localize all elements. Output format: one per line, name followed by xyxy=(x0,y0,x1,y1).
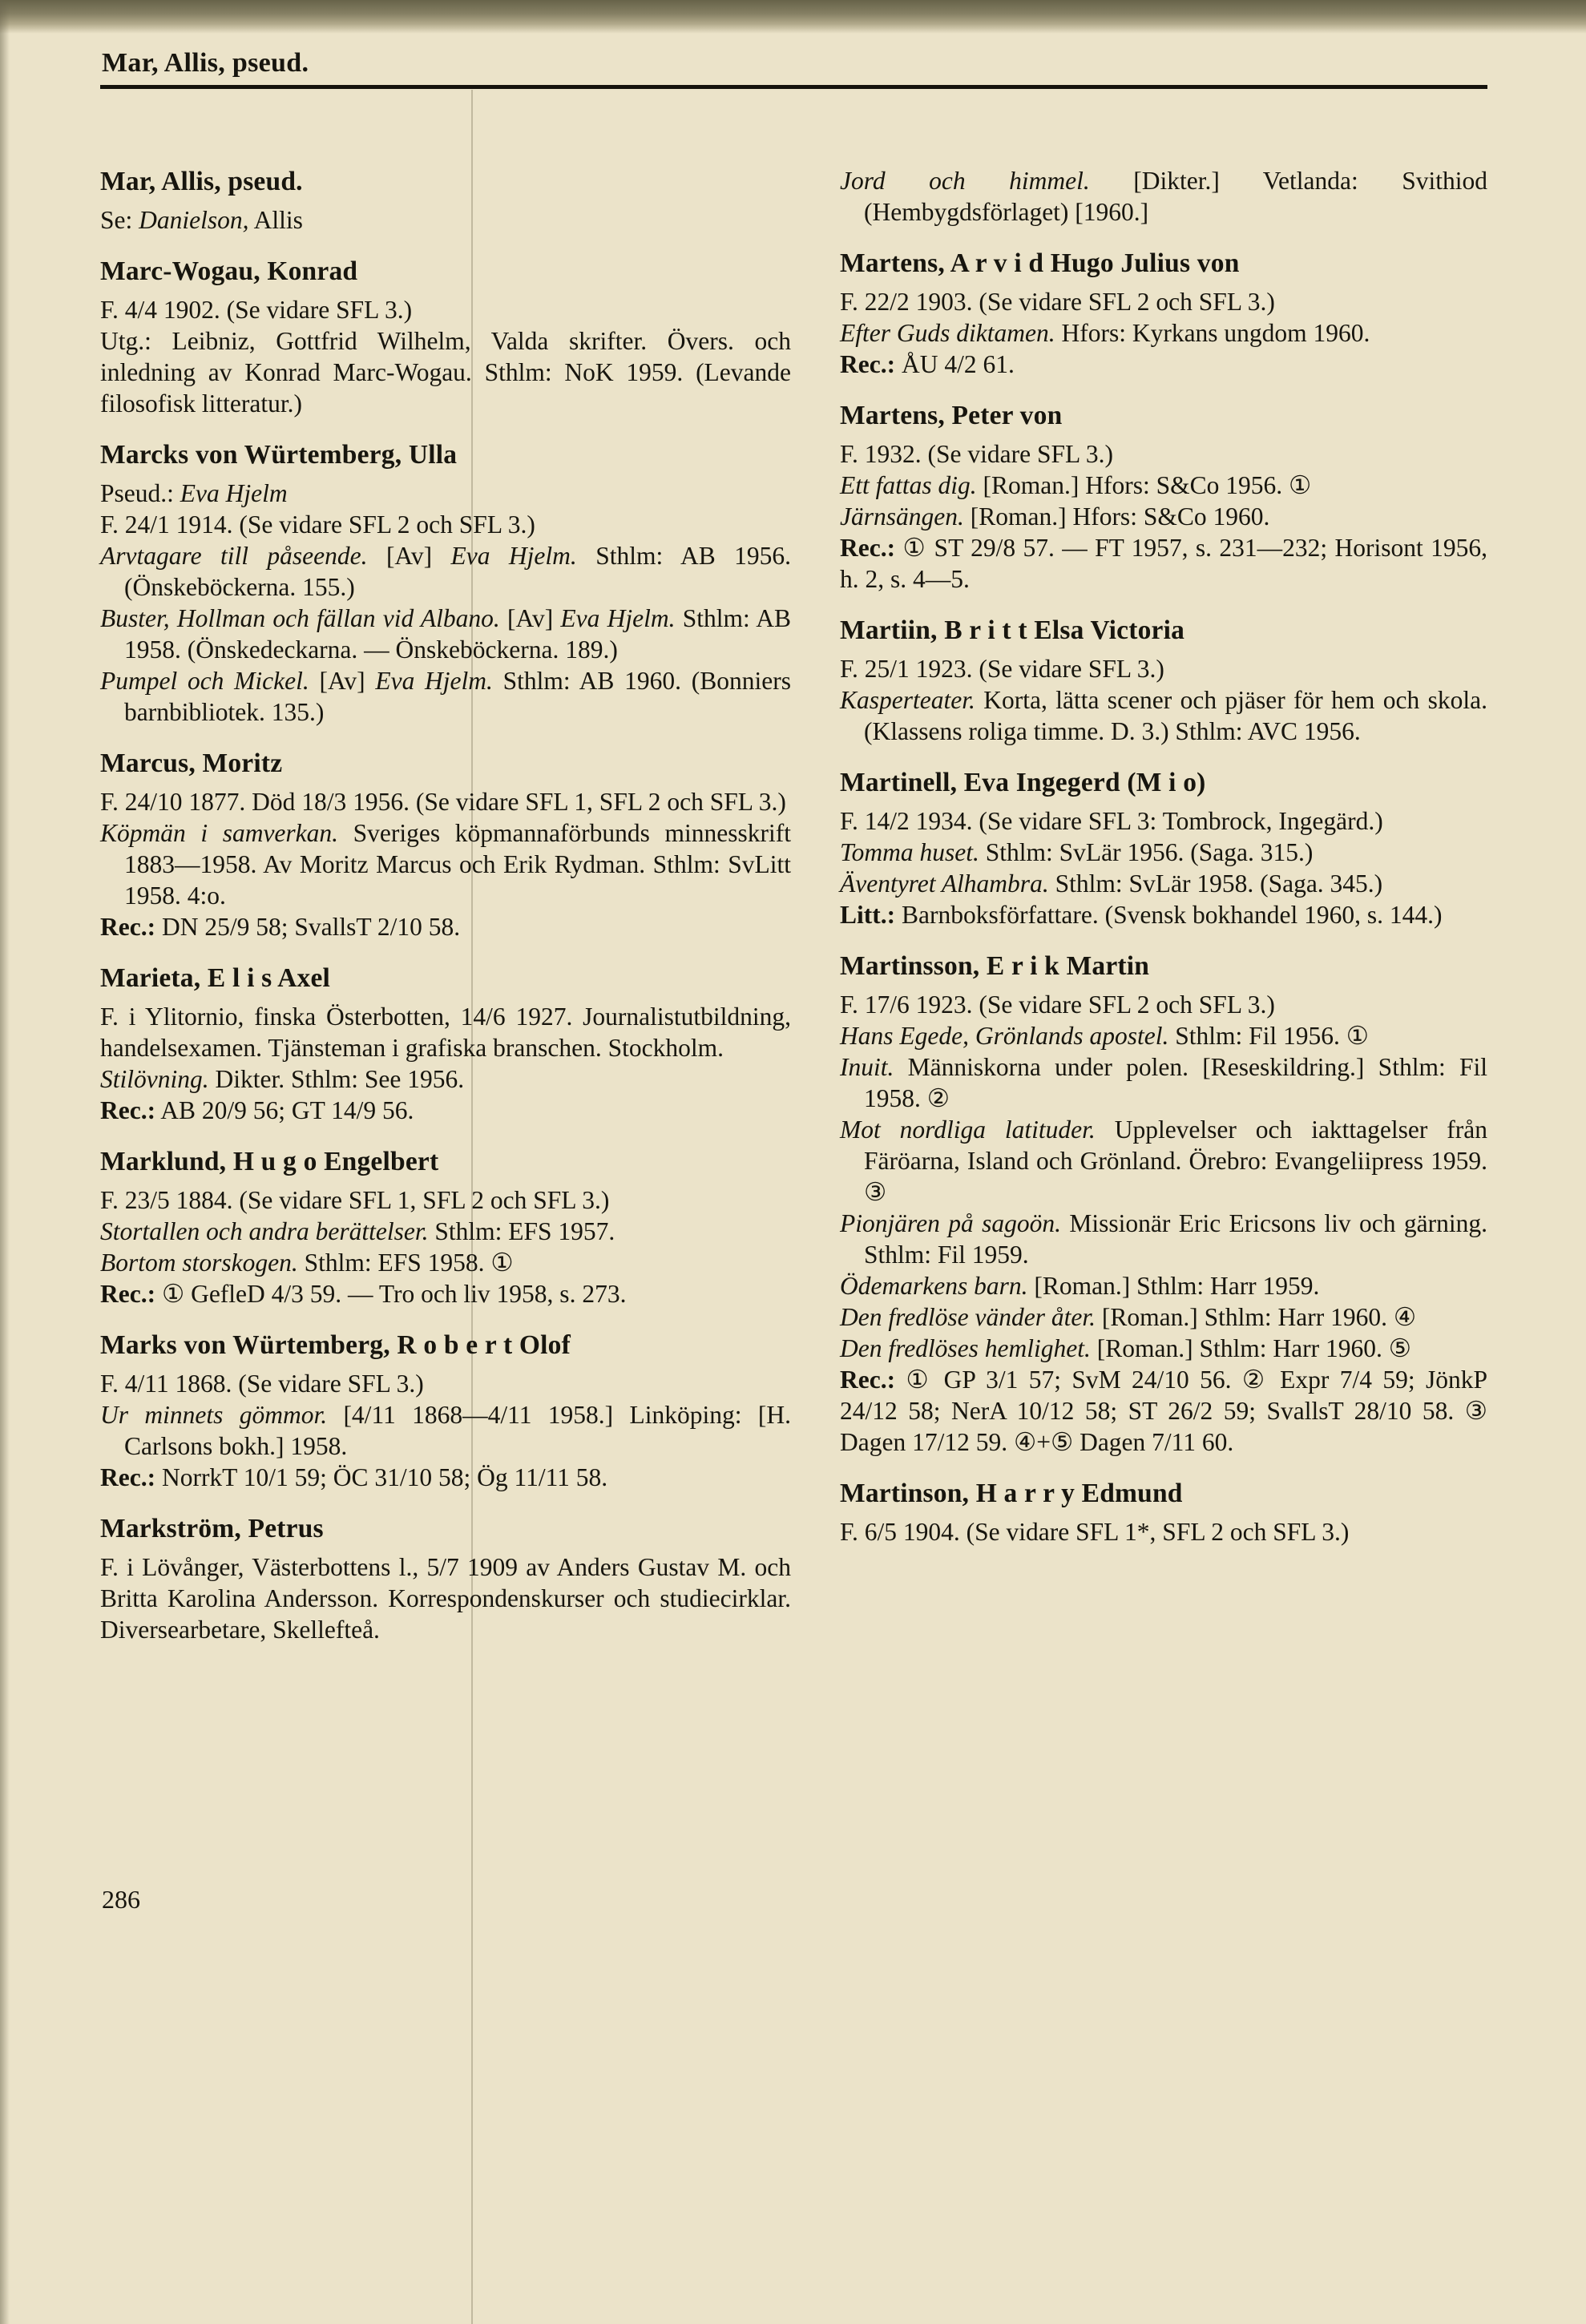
body-text: Sthlm: SvLär 1956. (Saga. 315.) xyxy=(979,838,1314,866)
entry-heading: Marks von Würtemberg, R o b e r t Olof xyxy=(100,1330,571,1360)
work-title-text: Jord och himmel. xyxy=(840,167,1090,195)
body-text: Hfors: Kyrkans ungdom 1960. xyxy=(1055,319,1370,347)
text-paragraph xyxy=(100,1368,791,1399)
entry-heading: Martens, A r v i d Hugo Julius von xyxy=(840,248,1240,278)
body-text: Sveriges köpmannaförbunds minnesskrift 1883—1958. Av Moritz Marcus och Erik Rydman. Sthlm: SvLitt 1958. 4:o. xyxy=(124,819,791,910)
label-text: Rec.: xyxy=(100,1280,156,1308)
text-paragraph xyxy=(840,805,1487,837)
work-title-text: Eva Hjelm xyxy=(180,479,288,507)
body-text: [Dikter.] Vetlanda: Svithiod (Hembygdsförlaget) [1960.] xyxy=(864,167,1487,226)
work-paragraph xyxy=(840,1020,1487,1051)
body-text: Sthlm: AB 1958. (Önskedeckarna. — Önskeböckerna. 189.) xyxy=(124,604,791,664)
text-paragraph xyxy=(100,325,791,419)
body-text: ÅU 4/2 61. xyxy=(895,350,1015,378)
scan-edge-left xyxy=(0,0,10,2324)
body-text: F. i Ylitornio, finska Österbotten, 14/6 1927. Journalistutbildning, handelsexamen. Tjänsteman i grafiska branschen. Stockholm. xyxy=(100,1003,791,1062)
body-text: AB 20/9 56; GT 14/9 56. xyxy=(155,1096,414,1124)
work-title-text: Efter Guds diktamen. xyxy=(840,319,1055,347)
left-column xyxy=(100,165,791,1645)
entry-heading: Marc-Wogau, Konrad xyxy=(100,256,358,286)
scan-edge-top xyxy=(0,0,1586,34)
entry-heading: Marcus, Moritz xyxy=(100,748,283,778)
entry xyxy=(100,1512,791,1645)
work-paragraph xyxy=(840,317,1487,349)
body-text: [Av] xyxy=(499,604,561,632)
entry xyxy=(100,165,791,236)
body-text: [Roman.] Sthlm: Harr 1960. ④ xyxy=(1096,1303,1417,1331)
body-text: F. 14/2 1934. (Se vidare SFL 3: Tombrock, Ingegärd.) xyxy=(840,807,1383,835)
body-text: NorrkT 10/1 59; ÖC 31/10 58; Ög 11/11 58. xyxy=(155,1463,608,1491)
text-paragraph xyxy=(100,478,791,509)
body-text: Missionär Eric Ericsons liv och gärning. Sthlm: Fil 1959. xyxy=(864,1209,1487,1269)
work-paragraph xyxy=(840,1051,1487,1114)
text-paragraph xyxy=(100,1001,791,1063)
body-text: F. 25/1 1923. (Se vidare SFL 3.) xyxy=(840,655,1164,683)
text-paragraph xyxy=(840,286,1487,317)
work-paragraph xyxy=(100,603,791,665)
work-paragraph xyxy=(840,1270,1487,1301)
label-text: Rec.: xyxy=(100,1463,156,1491)
text-paragraph xyxy=(100,1095,791,1126)
body-text: [Roman.] Sthlm: Harr 1960. ⑤ xyxy=(1090,1334,1411,1362)
text-paragraph xyxy=(100,1184,791,1216)
work-title-text: Eva Hjelm. xyxy=(450,542,577,570)
work-title-text: Den fredlöses hemlighet. xyxy=(840,1334,1091,1362)
body-text: [Av] xyxy=(309,667,376,695)
body-text: Utg.: Leibniz, Gottfrid Wilhelm, Valda skrifter. Övers. och inledning av Konrad Marc-Wogau. Sthlm: NoK 1959. (Levande filosofisk litteratur.) xyxy=(100,327,791,418)
work-title-text: Danielson, xyxy=(139,206,249,234)
entry-heading: Martinell, Eva Ingegerd (M i o) xyxy=(840,768,1206,797)
work-paragraph xyxy=(840,1114,1487,1208)
text-paragraph xyxy=(100,294,791,325)
work-paragraph xyxy=(840,684,1487,747)
work-paragraph xyxy=(840,868,1487,899)
work-paragraph xyxy=(840,501,1487,532)
label-text: Rec.: xyxy=(840,350,896,378)
work-title-text: Kasperteater. xyxy=(840,686,975,714)
header-rule xyxy=(100,85,1487,89)
body-text: ① GefleD 4/3 59. — Tro och liv 1958, s. 273. xyxy=(155,1280,627,1308)
text-paragraph xyxy=(840,1364,1487,1458)
work-paragraph xyxy=(840,837,1487,868)
body-text: Dikter. Sthlm: See 1956. xyxy=(208,1065,465,1093)
body-text: Korta, lätta scener och pjäser för hem och skola. (Klassens roliga timme. D. 3.) Sthlm: AVC 1956. xyxy=(864,686,1487,745)
text-paragraph xyxy=(840,1516,1487,1547)
work-title-text: Stilövning. xyxy=(100,1065,209,1093)
label-text: Rec.: xyxy=(100,913,156,941)
body-text: F. 4/11 1868. (Se vidare SFL 3.) xyxy=(100,1370,424,1398)
body-text: Människorna under polen. [Reseskildring.] Sthlm: Fil 1958. ② xyxy=(864,1053,1487,1112)
work-paragraph xyxy=(100,540,791,603)
text-paragraph xyxy=(100,509,791,540)
entry xyxy=(840,399,1487,595)
body-text: Sthlm: EFS 1958. ① xyxy=(297,1249,514,1277)
work-title-text: Köpmän i samverkan. xyxy=(100,819,339,847)
body-text: F. 24/10 1877. Död 18/3 1956. (Se vidare SFL 1, SFL 2 och SFL 3.) xyxy=(100,788,786,816)
work-title-text: Pumpel och Mickel. xyxy=(100,667,309,695)
work-title-text: Ur minnets gömmor. xyxy=(100,1401,328,1429)
work-paragraph xyxy=(100,1399,791,1462)
text-paragraph xyxy=(100,1551,791,1645)
work-title-text: Den fredlöse vänder åter. xyxy=(840,1303,1096,1331)
body-text: F. 22/2 1903. (Se vidare SFL 2 och SFL 3.) xyxy=(840,288,1275,316)
label-text: Litt.: xyxy=(840,901,896,929)
body-text: Sthlm: AB 1960. (Bonniers barnbibliotek. 135.) xyxy=(124,667,791,726)
label-text: Rec.: xyxy=(840,1366,896,1394)
text-paragraph xyxy=(100,911,791,942)
running-head: Mar, Allis, pseud. xyxy=(102,48,309,78)
entry-heading: Martens, Peter von xyxy=(840,401,1063,430)
body-text: [Roman.] Hfors: S&Co 1960. xyxy=(963,502,1270,531)
work-paragraph xyxy=(100,665,791,728)
work-paragraph xyxy=(100,817,791,911)
entry xyxy=(840,1477,1487,1547)
body-text: Upplevelser och iakttagelser från Färöarna, Island och Grönland. Örebro: Evangeliipress 1959. ③ xyxy=(864,1116,1487,1206)
body-text: Sthlm: AB 1956. (Önskeböckerna. 155.) xyxy=(124,542,792,601)
body-text: F. 24/1 1914. (Se vidare SFL 2 och SFL 3.) xyxy=(100,510,535,539)
entry xyxy=(100,1145,791,1309)
entry-heading: Martinsson, E r i k Martin xyxy=(840,951,1150,981)
text-paragraph xyxy=(840,653,1487,684)
work-paragraph xyxy=(840,1301,1487,1333)
text-paragraph xyxy=(100,1462,791,1493)
entry xyxy=(840,614,1487,747)
body-text: [Roman.] Sthlm: Harr 1959. xyxy=(1027,1272,1320,1300)
body-text: F. 1932. (Se vidare SFL 3.) xyxy=(840,440,1114,468)
body-text: Sthlm: EFS 1957. xyxy=(428,1217,615,1245)
body-text: Se: xyxy=(100,206,139,234)
work-paragraph xyxy=(100,1247,791,1278)
work-title-text: Hans Egede, Grönlands apostel. xyxy=(840,1022,1169,1050)
work-title-text: Äventyret Alhambra. xyxy=(840,869,1049,898)
entry xyxy=(100,962,791,1126)
work-paragraph xyxy=(840,165,1487,228)
entry-heading: Marieta, E l i s Axel xyxy=(100,963,331,993)
work-title-text: Ett fattas dig. xyxy=(840,471,977,499)
body-text: [Roman.] Hfors: S&Co 1956. ① xyxy=(976,471,1312,499)
work-title-text: Mot nordliga latituder. xyxy=(840,1116,1096,1144)
entry xyxy=(840,950,1487,1458)
entry-heading: Marcks von Würtemberg, Ulla xyxy=(100,440,458,470)
right-column xyxy=(840,165,1487,1547)
text-paragraph xyxy=(840,349,1487,380)
work-title-text: Inuit. xyxy=(840,1053,894,1081)
text-paragraph xyxy=(840,532,1487,595)
body-text: Allis xyxy=(248,206,303,234)
page-number: 286 xyxy=(102,1885,140,1914)
work-title-text: Eva Hjelm. xyxy=(560,604,676,632)
work-paragraph xyxy=(100,1063,791,1095)
text-paragraph xyxy=(100,204,791,236)
work-paragraph xyxy=(840,1333,1487,1364)
body-text: Barnboksförfattare. (Svensk bokhandel 1960, s. 144.) xyxy=(895,901,1443,929)
body-text: Pseud.: xyxy=(100,479,180,507)
entry-heading: Marklund, H u g o Engelbert xyxy=(100,1147,439,1176)
body-text: ① GP 3/1 57; SvM 24/10 56. ② Expr 7/4 59; JönkP 24/12 58; NerA 10/12 58; ST 26/2 59; SvallsT 28/10 58. ③ Dagen 17/12 59. ④+⑤ Dagen 7/11 60. xyxy=(840,1366,1487,1456)
body-text: Sthlm: Fil 1956. ① xyxy=(1168,1022,1370,1050)
entry-heading: Martinson, H a r r y Edmund xyxy=(840,1479,1183,1508)
body-text: [4/11 1868—4/11 1958.] Linköping: [H. Carlsons bokh.] 1958. xyxy=(124,1401,791,1460)
body-text: DN 25/9 58; SvallsT 2/10 58. xyxy=(155,913,461,941)
work-title-text: Bortom storskogen. xyxy=(100,1249,298,1277)
entry xyxy=(100,1329,791,1493)
work-title-text: Järnsängen. xyxy=(840,502,964,531)
work-title-text: Ödemarkens barn. xyxy=(840,1272,1028,1300)
entry xyxy=(100,255,791,419)
entry-heading: Markström, Petrus xyxy=(100,1514,324,1543)
work-title-text: Eva Hjelm. xyxy=(375,667,493,695)
body-text: Sthlm: SvLär 1958. (Saga. 345.) xyxy=(1048,869,1383,898)
work-paragraph xyxy=(840,470,1487,501)
entry xyxy=(100,747,791,942)
label-text: Rec.: xyxy=(100,1096,156,1124)
entry xyxy=(100,438,791,728)
work-paragraph xyxy=(840,1208,1487,1270)
work-title-text: Pionjären på sagoön. xyxy=(840,1209,1061,1237)
entry xyxy=(840,247,1487,380)
work-title-text: Arvtagare till påseende. xyxy=(100,542,368,570)
text-paragraph xyxy=(100,1278,791,1309)
entry-heading: Mar, Allis, pseud. xyxy=(100,167,303,196)
entry-heading: Martiin, B r i t t Elsa Victoria xyxy=(840,615,1185,645)
entry xyxy=(840,766,1487,930)
body-text: F. 17/6 1923. (Se vidare SFL 2 och SFL 3.) xyxy=(840,991,1275,1019)
body-text: ① ST 29/8 57. — FT 1957, s. 231—232; Horisont 1956, h. 2, s. 4—5. xyxy=(840,534,1487,593)
work-title-text: Buster, Hollman och fällan vid Albano. xyxy=(100,604,500,632)
body-text: F. 4/4 1902. (Se vidare SFL 3.) xyxy=(100,296,413,324)
text-paragraph xyxy=(840,989,1487,1020)
body-text: [Av] xyxy=(367,542,451,570)
body-text: F. i Lövånger, Västerbottens l., 5/7 1909 av Anders Gustav M. och Britta Karolina Andersson. Korrespondenskurser och studiecirklar. Diversearbetare, Skellefteå. xyxy=(100,1553,791,1644)
body-text: F. 6/5 1904. (Se vidare SFL 1*, SFL 2 och SFL 3.) xyxy=(840,1518,1350,1546)
text-paragraph xyxy=(100,786,791,817)
work-title-text: Stortallen och andra berättelser. xyxy=(100,1217,429,1245)
body-text: F. 23/5 1884. (Se vidare SFL 1, SFL 2 och SFL 3.) xyxy=(100,1186,610,1214)
label-text: Rec.: xyxy=(840,534,896,562)
work-title-text: Tomma huset. xyxy=(840,838,979,866)
work-paragraph xyxy=(100,1216,791,1247)
entry xyxy=(840,165,1487,228)
work-paragraph xyxy=(840,899,1487,930)
text-paragraph xyxy=(840,438,1487,470)
